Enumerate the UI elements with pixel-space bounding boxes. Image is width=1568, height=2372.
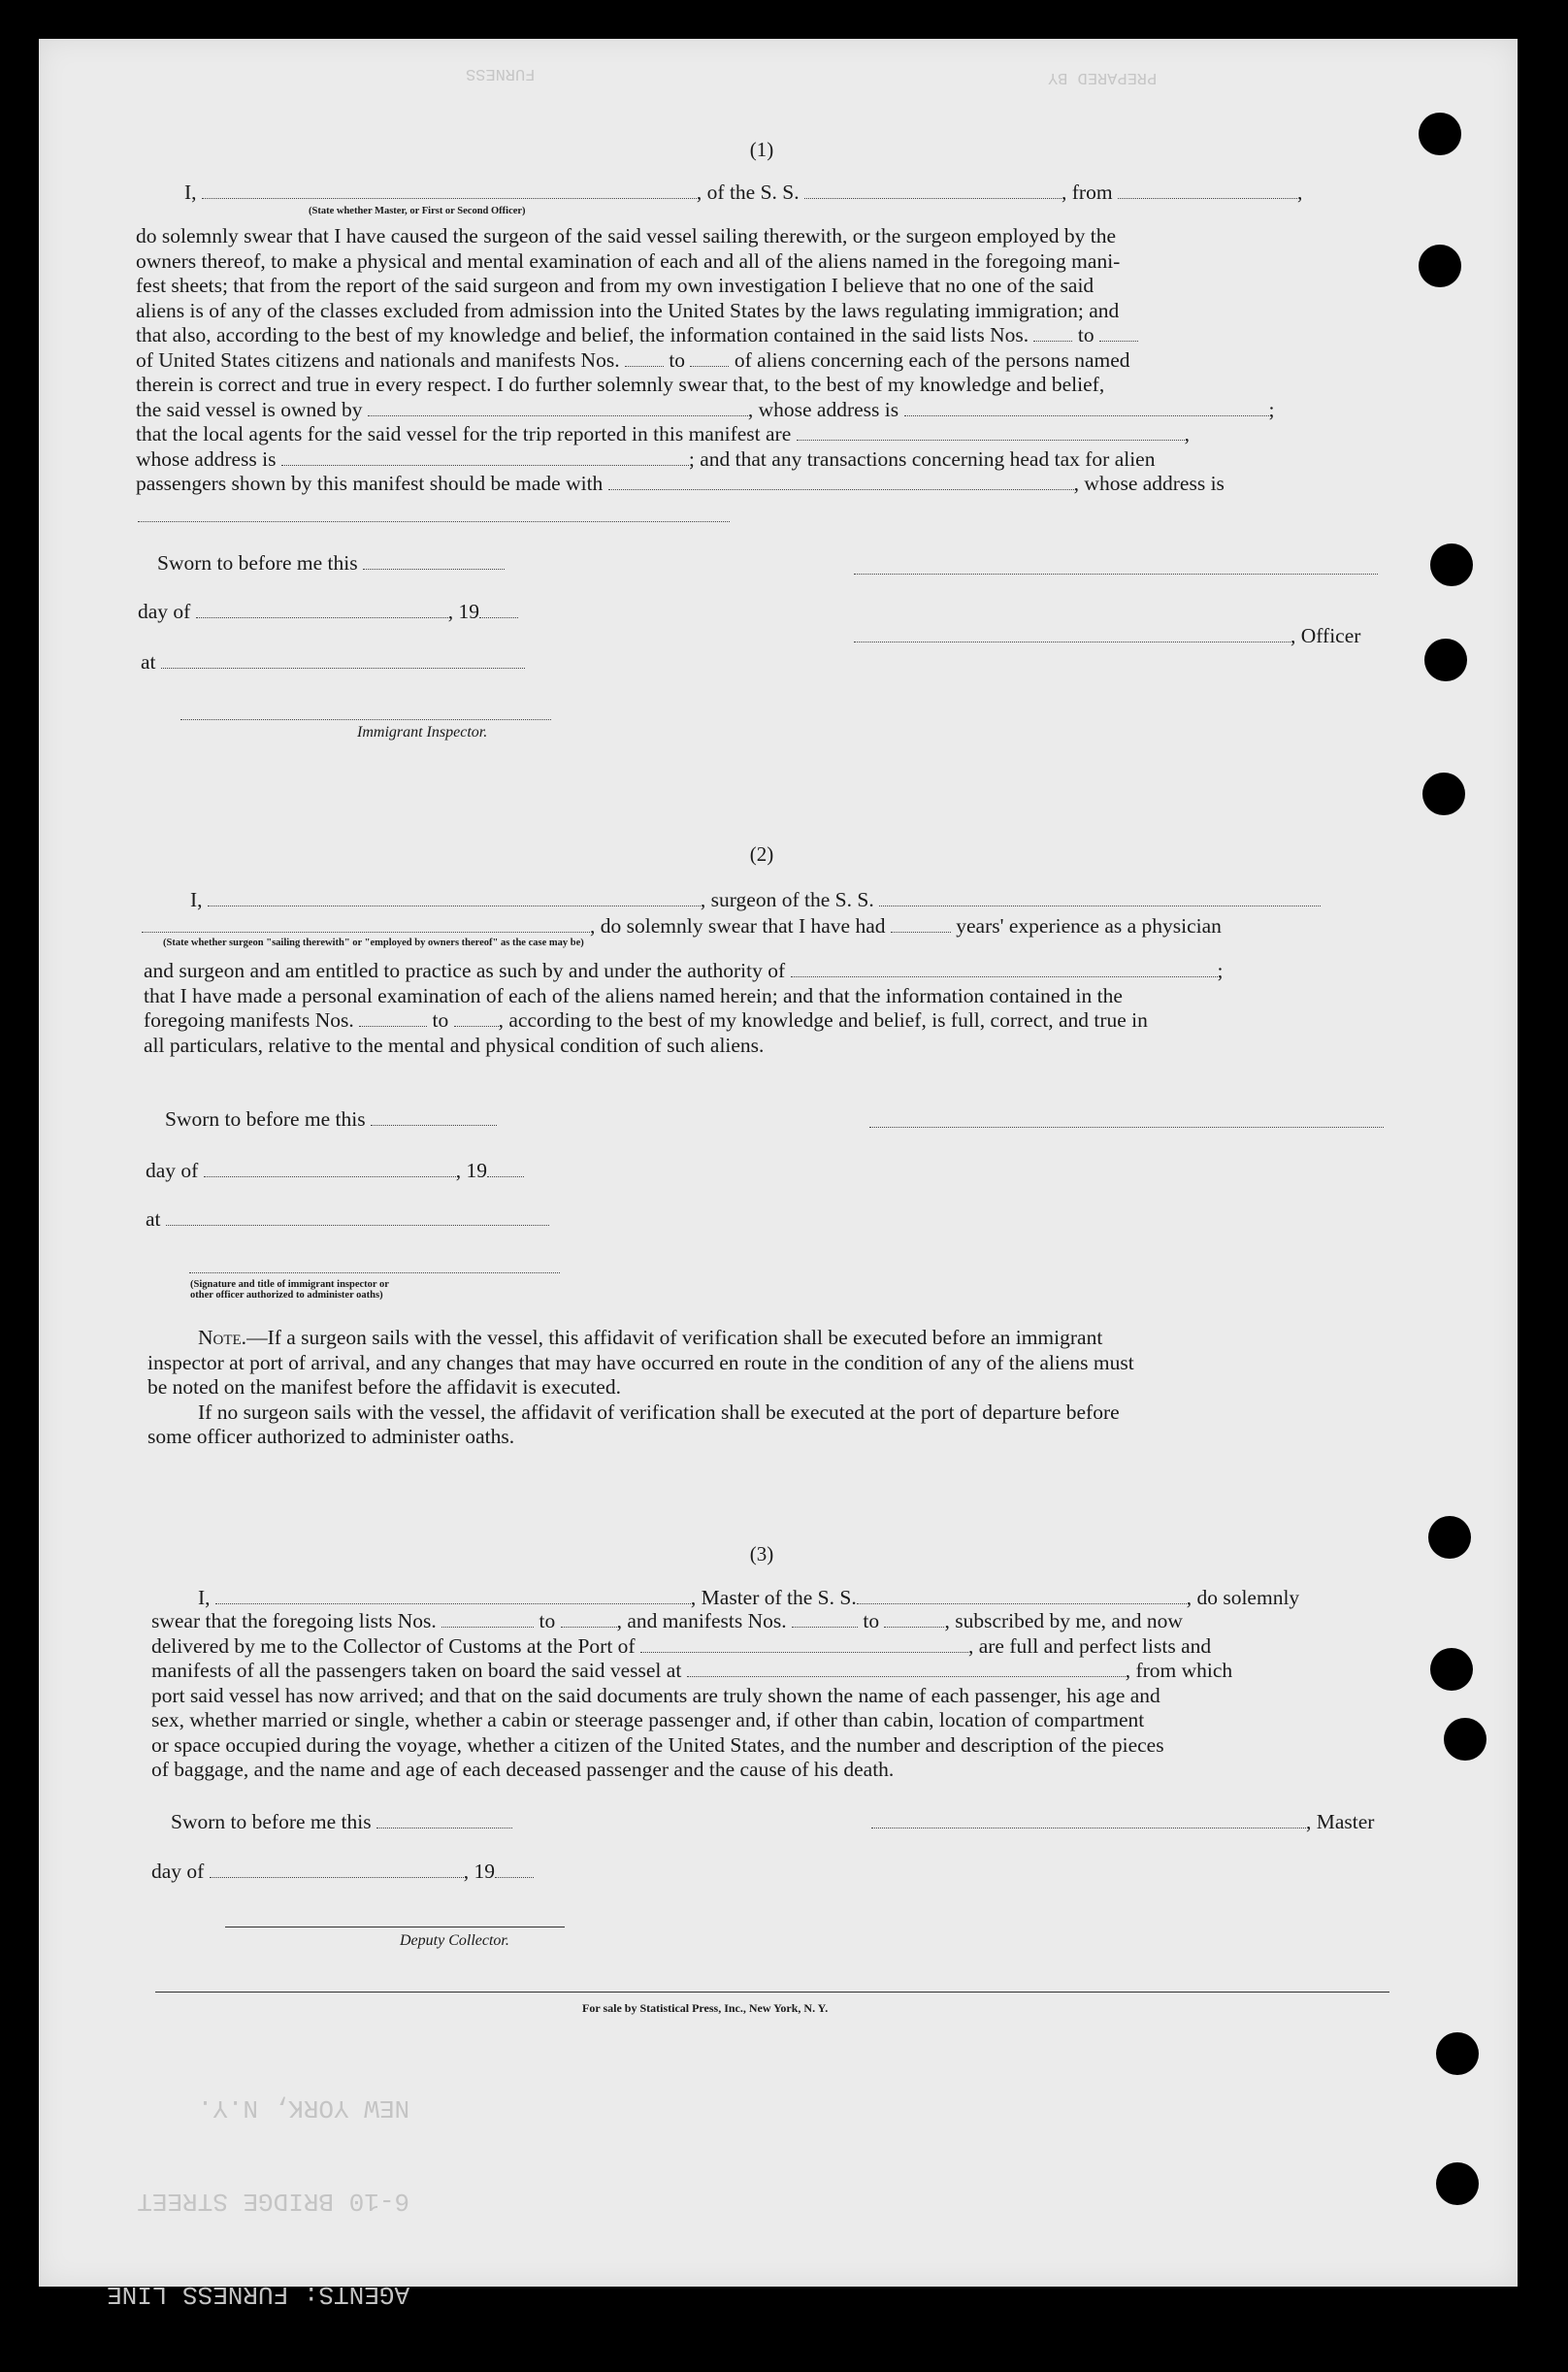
s1-inspector-label: Immigrant Inspector. bbox=[357, 724, 488, 741]
s1-body-line: aliens is of any of the classes excluded from admission into the United States by the laws regulating immigration; and bbox=[136, 298, 1120, 322]
s3-to-label: to bbox=[539, 1609, 556, 1632]
s2-years-blank[interactable] bbox=[891, 932, 951, 933]
footer-divider bbox=[155, 1991, 1389, 1993]
s3-solemnly-text: , do solemnly bbox=[1186, 1586, 1300, 1609]
s1-manifest-to-blank[interactable] bbox=[690, 366, 729, 367]
s1-body-line bbox=[136, 422, 1376, 447]
s2-surgeon-of-label: , surgeon of the S. S. bbox=[700, 888, 874, 911]
s2-signature-caption-2: other officer authorized to administer oaths) bbox=[190, 1290, 383, 1301]
s1-address-continuation-blank[interactable] bbox=[138, 520, 730, 522]
s2-capacity-caption: (State whether surgeon "sailing therewith" or "employed by owners thereof" as the case may be) bbox=[163, 938, 584, 948]
stamp-line: 6-10 BRIDGE STREET bbox=[137, 2187, 410, 2216]
s1-body-line bbox=[136, 472, 1376, 497]
s1-line1 bbox=[184, 181, 1302, 205]
s1-body-line bbox=[136, 447, 1376, 473]
s2-note-line bbox=[147, 1326, 1386, 1351]
s1-officer-caption: (State whether Master, or First or Second Officer) bbox=[309, 206, 526, 216]
s1-to-label: to bbox=[669, 347, 686, 372]
s1-body-line: do solemnly swear that I have caused the surgeon of the said vessel sailing therewith, or the surgeon employed by the bbox=[136, 224, 1117, 247]
punch-hole bbox=[1436, 2162, 1479, 2205]
s2-at-blank[interactable] bbox=[166, 1225, 549, 1226]
punch-hole bbox=[1430, 1648, 1473, 1691]
s1-body-line bbox=[136, 398, 1376, 423]
s3-delivered-text: delivered by me to the Collector of Customs at the Port of bbox=[151, 1633, 636, 1658]
s3-body-line: of baggage, and the name and age of each deceased passenger and the cause of his death. bbox=[151, 1758, 895, 1781]
s1-head-tax-blank[interactable] bbox=[608, 489, 1074, 490]
s2-note-text: —If a surgeon sails with the vessel, this affidavit of verification shall be executed before an immigrant bbox=[246, 1326, 1103, 1349]
s2-manifests-from-blank[interactable] bbox=[359, 1026, 427, 1027]
s3-day-label: day of bbox=[151, 1860, 205, 1883]
stamp-line: NEW YORK, N.Y. bbox=[197, 2093, 410, 2123]
s1-passengers-text: passengers shown by this manifest should be made with bbox=[136, 472, 604, 495]
punch-hole bbox=[1424, 639, 1467, 681]
s1-address-label: , whose address is bbox=[747, 397, 899, 421]
s3-body-line bbox=[151, 1659, 1391, 1684]
s3-year-label: , 19 bbox=[463, 1860, 495, 1883]
s1-address-label: whose address is bbox=[136, 446, 277, 471]
s2-note-line: inspector at port of arrival, and any changes that may have occurred en route in the condition of any of the aliens must bbox=[147, 1350, 1134, 1374]
s3-body-line: or space occupied during the voyage, whether a citizen of the United States, and the number and description of the pieces bbox=[151, 1732, 1164, 1757]
s1-at bbox=[141, 650, 525, 675]
s1-lists-to-blank[interactable] bbox=[1099, 341, 1138, 342]
s3-departure-port-blank[interactable] bbox=[687, 1676, 1126, 1677]
s1-comma: , bbox=[1296, 181, 1303, 204]
s1-from-blank[interactable] bbox=[1118, 198, 1297, 199]
s3-manifests-text: , and manifests Nos. bbox=[616, 1609, 787, 1632]
s2-authority-text: and surgeon and am entitled to practice as such by and under the authority of bbox=[144, 959, 786, 982]
s1-vessel-blank[interactable] bbox=[804, 198, 1062, 199]
s2-at bbox=[146, 1207, 549, 1232]
s1-address-label: , whose address is bbox=[1073, 472, 1225, 495]
s3-port-blank[interactable] bbox=[640, 1652, 968, 1653]
s2-day-label: day of bbox=[146, 1159, 199, 1182]
s2-years-text: years' experience as a physician bbox=[956, 914, 1222, 938]
s1-body-line bbox=[136, 348, 1376, 374]
s3-line1 bbox=[198, 1586, 1299, 1610]
s1-day-label: day of bbox=[138, 600, 191, 623]
s1-at-label: at bbox=[141, 650, 156, 674]
s1-sworn-label: Sworn to before me this bbox=[157, 551, 358, 575]
s3-from-which-text: , from which bbox=[1125, 1659, 1233, 1682]
s2-body-line bbox=[144, 1008, 1382, 1034]
s2-at-label: at bbox=[146, 1207, 161, 1231]
s3-master-name-blank[interactable] bbox=[215, 1603, 691, 1604]
s3-to-label: to bbox=[863, 1609, 880, 1632]
s2-semicolon: ; bbox=[1217, 959, 1224, 982]
s3-year-blank[interactable] bbox=[495, 1877, 534, 1878]
s2-to-label: to bbox=[432, 1008, 449, 1032]
s1-officer-signature-line-1[interactable] bbox=[854, 573, 1378, 575]
s3-subscribed-text: , subscribed by me, and now bbox=[944, 1609, 1183, 1632]
s1-owner-address-blank[interactable] bbox=[904, 415, 1269, 416]
s1-year-label: , 19 bbox=[447, 600, 479, 623]
s2-line1 bbox=[190, 888, 1321, 912]
s1-i-label: I, bbox=[184, 181, 197, 204]
s3-master-label: , Master bbox=[1306, 1810, 1375, 1833]
s1-owned-label: the said vessel is owned by bbox=[136, 397, 363, 421]
s1-aliens-text: of aliens concerning each of the persons named bbox=[734, 347, 1130, 372]
s3-day bbox=[151, 1860, 534, 1884]
s1-head-tax-text: ; and that any transactions concerning head tax for alien bbox=[688, 446, 1156, 471]
s1-sworn-blank[interactable] bbox=[363, 569, 505, 570]
s3-lists-from-blank[interactable] bbox=[441, 1627, 534, 1628]
section-1-number: (1) bbox=[749, 138, 774, 161]
s1-body-line: therein is correct and true in every respect. I do further solemnly swear that, to the best of my knowledge and belief, bbox=[136, 373, 1105, 396]
section-3-number: (3) bbox=[749, 1542, 774, 1565]
s3-body-line bbox=[151, 1609, 1391, 1634]
stamp-line: AGENTS: FURNESS LINE bbox=[107, 2280, 410, 2309]
s1-to-label: to bbox=[1077, 323, 1094, 346]
s3-deputy-label: Deputy Collector. bbox=[400, 1932, 509, 1949]
s2-note bbox=[147, 1326, 1386, 1450]
s1-lists-text: that also, according to the best of my knowledge and belief, the information contained in the said lists Nos. bbox=[136, 323, 1029, 346]
punch-hole bbox=[1419, 245, 1461, 287]
s3-master-of-label: , Master of the S. S. bbox=[690, 1586, 857, 1609]
s3-body bbox=[151, 1609, 1391, 1783]
s3-sworn bbox=[171, 1810, 512, 1834]
s2-solemnly-text: , do solemnly swear that I have had bbox=[590, 914, 886, 938]
s2-day-blank[interactable] bbox=[204, 1176, 456, 1177]
s3-taken-text: manifests of all the passengers taken on board the said vessel at bbox=[151, 1659, 682, 1682]
s1-sworn bbox=[157, 551, 505, 576]
s1-officer-label: , Officer bbox=[1290, 624, 1361, 647]
s2-day bbox=[146, 1159, 524, 1183]
s1-body-line bbox=[136, 323, 1376, 348]
s3-vessel-blank[interactable] bbox=[857, 1603, 1187, 1604]
s1-lists-from-blank[interactable] bbox=[1033, 341, 1072, 342]
s2-note-line: If no surgeon sails with the vessel, the affidavit of verification shall be executed at the port of departure before bbox=[198, 1400, 1120, 1424]
s2-manifests-to-blank[interactable] bbox=[454, 1026, 499, 1027]
s3-manifests-from-blank[interactable] bbox=[792, 1627, 858, 1628]
s2-year-blank[interactable] bbox=[487, 1176, 524, 1177]
s1-inspector-signature-line[interactable] bbox=[180, 718, 551, 720]
s3-lists-to-blank[interactable] bbox=[561, 1627, 617, 1628]
s2-line2 bbox=[142, 914, 1222, 939]
s1-citizens-text: of United States citizens and nationals and manifests Nos. bbox=[136, 347, 620, 372]
s3-i-label: I, bbox=[198, 1586, 211, 1609]
s2-note-label: Note. bbox=[198, 1326, 247, 1349]
s2-i-label: I, bbox=[190, 888, 203, 911]
s2-signature-caption bbox=[190, 1279, 389, 1301]
s2-body-line bbox=[144, 959, 1382, 984]
s3-body-line bbox=[151, 1634, 1391, 1660]
s1-body-line: owners thereof, to make a physical and mental examination of each and all of the aliens named in the foregoing mani- bbox=[136, 248, 1121, 273]
s3-body-line: port said vessel has now arrived; and that on the said documents are truly shown the name of each passenger, his age and bbox=[151, 1683, 1160, 1707]
s1-agents-address-blank[interactable] bbox=[281, 465, 689, 466]
s2-capacity-blank[interactable] bbox=[142, 932, 590, 933]
s1-manifest-from-blank[interactable] bbox=[625, 366, 664, 367]
s2-year-label: , 19 bbox=[455, 1159, 487, 1182]
s1-agents-label: that the local agents for the said vessel for the trip reported in this manifest are bbox=[136, 422, 792, 445]
s2-surgeon-signature-line[interactable] bbox=[869, 1126, 1384, 1128]
s3-sworn-label: Sworn to before me this bbox=[171, 1810, 372, 1833]
s2-authority-blank[interactable] bbox=[791, 976, 1218, 977]
s1-day bbox=[138, 600, 518, 624]
s1-officer-blank[interactable] bbox=[202, 198, 697, 199]
s1-agents-blank[interactable] bbox=[797, 440, 1185, 441]
s3-day-blank[interactable] bbox=[210, 1877, 464, 1878]
agent-stamp-ghost bbox=[107, 2061, 409, 2372]
s2-body-line: all particulars, relative to the mental and physical condition of such aliens. bbox=[144, 1033, 765, 1057]
punch-hole bbox=[1430, 544, 1473, 586]
s1-from-label: , from bbox=[1062, 181, 1113, 204]
s1-day-blank[interactable] bbox=[196, 617, 448, 618]
s3-lists-text: swear that the foregoing lists Nos. bbox=[151, 1609, 437, 1632]
s2-manifests-text: foregoing manifests Nos. bbox=[144, 1008, 354, 1032]
punch-hole bbox=[1436, 2032, 1479, 2075]
section-2-number: (2) bbox=[749, 842, 774, 866]
punch-hole bbox=[1444, 1718, 1486, 1761]
s2-sworn-label: Sworn to before me this bbox=[165, 1107, 366, 1131]
s2-according-text: , according to the best of my knowledge and belief, is full, correct, and true in bbox=[498, 1008, 1148, 1032]
s2-body-line: that I have made a personal examination of each of the aliens named herein; and that the information contained in the bbox=[144, 983, 1123, 1007]
s1-at-blank[interactable] bbox=[161, 668, 525, 669]
s2-note-line: some officer authorized to administer oaths. bbox=[147, 1425, 515, 1448]
s1-year-blank[interactable] bbox=[479, 617, 518, 618]
s1-officer bbox=[854, 624, 1360, 648]
s3-master-signature bbox=[871, 1810, 1374, 1834]
s3-manifests-to-blank[interactable] bbox=[884, 1627, 944, 1628]
punch-hole bbox=[1422, 773, 1465, 815]
s1-of-label: , of the S. S. bbox=[696, 181, 800, 204]
s1-owner-blank[interactable] bbox=[368, 415, 748, 416]
s3-collector-signature-line[interactable] bbox=[225, 1926, 565, 1927]
s3-full-text: , are full and perfect lists and bbox=[967, 1633, 1212, 1658]
s3-body-line: sex, whether married or single, whether a cabin or steerage passenger and, if other than cabin, location of compartment bbox=[151, 1708, 1145, 1731]
s1-semicolon: ; bbox=[1268, 397, 1275, 421]
s1-body bbox=[136, 224, 1376, 497]
s2-officer-signature-line[interactable] bbox=[189, 1271, 560, 1273]
ghost-header: PREPARED BY bbox=[1048, 68, 1158, 86]
s2-note-line: be noted on the manifest before the affidavit is executed. bbox=[147, 1375, 621, 1399]
ghost-header: FURNESS bbox=[466, 64, 536, 82]
s1-comma: , bbox=[1184, 422, 1190, 445]
s2-body bbox=[144, 959, 1382, 1058]
s2-sworn bbox=[165, 1107, 497, 1132]
s1-body-line: fest sheets; that from the report of the said surgeon and from my own investigation I believe that no one of the said bbox=[136, 274, 1094, 297]
footer-printer: For sale by Statistical Press, Inc., New York, N. Y. bbox=[582, 2001, 829, 2015]
s2-signature-caption-1: (Signature and title of immigrant inspector or bbox=[190, 1279, 389, 1290]
s2-sworn-blank[interactable] bbox=[371, 1125, 497, 1126]
